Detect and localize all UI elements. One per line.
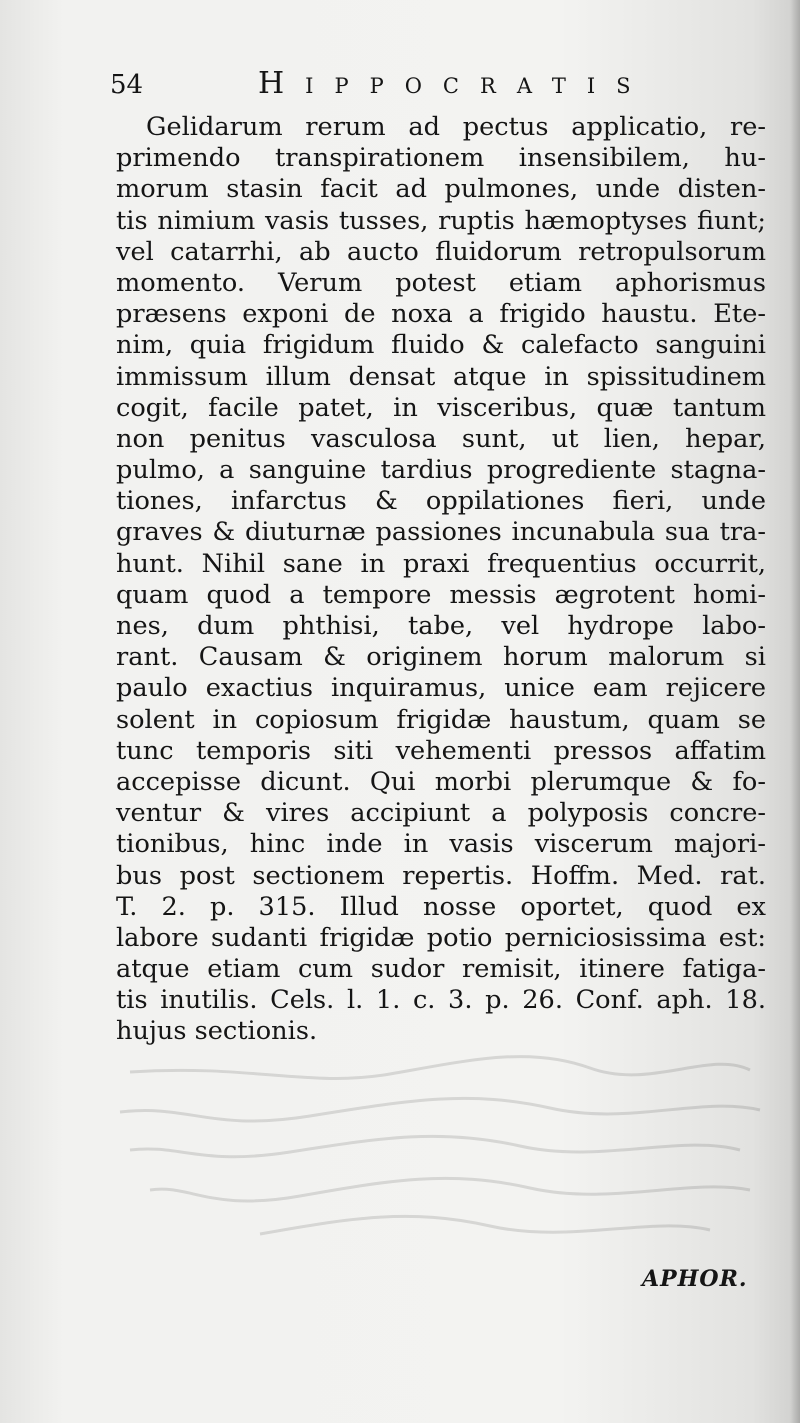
page-edge-shadow [790, 0, 800, 1423]
text-line: bus post sectionem repertis. Hoffm. Med. rat. [116, 860, 766, 891]
text-line: hujus sectionis. [116, 1016, 318, 1047]
text-line: præsens exponi de noxa a frigido haustu. Ete- [116, 299, 766, 330]
text-line: primendo transpirationem insensibilem, hu- [116, 143, 766, 174]
text-line: cogit, facile patet, in visceribus, quæ tantum [116, 392, 766, 423]
body-text [116, 112, 766, 1048]
text-line: Gelidarum rerum ad pectus applicatio, re- [146, 112, 766, 142]
text-line: paulo exactius inquiramus, unice eam rejicere [116, 673, 766, 704]
text-line: non penitus vasculosa sunt, ut lien, hepar, [116, 423, 766, 454]
text-line: immissum illum densat atque in spissitudinem [116, 361, 766, 392]
catchword: APHOR. [642, 1266, 748, 1292]
page-number: 54 [110, 70, 144, 100]
text-line: tis inutilis. Cels. l. 1. c. 3. p. 26. Conf. aph. 18. [116, 985, 766, 1016]
text-line: graves & diuturnæ passiones incunabula sua tra- [116, 517, 766, 548]
text-line: rant. Causam & originem horum malorum si [116, 642, 766, 673]
text-line: vel catarrhi, ab aucto fluidorum retropulsorum [116, 236, 766, 267]
text-line: atque etiam cum sudor remisit, itinere fatiga- [116, 954, 766, 985]
text-line: tis nimium vasis tusses, ruptis hæmoptyses fiunt; [116, 205, 766, 236]
text-line: tionibus, hinc inde in vasis viscerum majori- [116, 829, 766, 860]
text-line: solent in copiosum frigidæ haustum, quam se [116, 704, 766, 735]
text-line: labore sudanti frigidæ potio perniciosissima est: [116, 922, 766, 953]
running-title: Hippocratis [258, 66, 652, 101]
text-line: momento. Verum potest etiam aphorismus [116, 267, 766, 298]
text-line: accepisse dicunt. Qui morbi plerumque & fo- [116, 766, 766, 797]
page-header [110, 66, 770, 106]
text-line: hunt. Nihil sane in praxi frequentius occurrit, [116, 548, 766, 579]
text-line: quam quod a tempore messis ægrotent homi- [116, 579, 766, 610]
text-line: tunc temporis siti vehementi pressos affatim [116, 735, 766, 766]
text-line: tiones, infarctus & oppilationes fieri, unde [116, 486, 766, 517]
text-line: nim, quia frigidum fluido & calefacto sanguini [116, 330, 766, 361]
text-line: T. 2. p. 315. Illud nosse oportet, quod ex [116, 891, 766, 922]
text-line: morum stasin facit ad pulmones, unde disten- [116, 174, 766, 205]
text-line: ventur & vires accipiunt a polyposis concre- [116, 798, 766, 829]
text-line: pulmo, a sanguine tardius progrediente stagna- [116, 455, 766, 486]
text-line: nes, dum phthisi, tabe, vel hydrope labo- [116, 611, 766, 641]
